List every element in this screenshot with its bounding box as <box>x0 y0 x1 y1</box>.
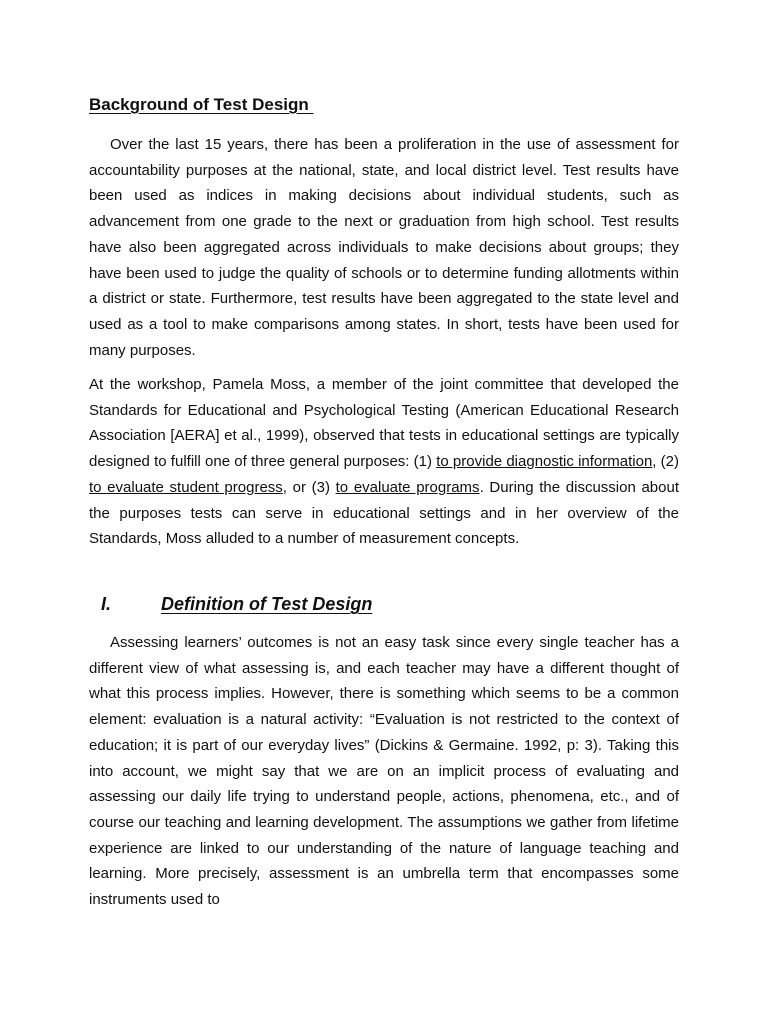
paragraph-workshop <box>89 372 679 552</box>
paragraph-workshop-text-1: At the workshop, Pamela Moss, a member of the joint committee that developed the Standards for Educational and Psychological Testing (American Educational Research Association [AERA] et al., 1999), observed that tests in educational settings are typically designed to fulfill one of three general purposes: (1) <box>89 376 679 471</box>
purpose-diagnostic: to provide diagnostic information <box>436 453 653 471</box>
section-heading-definition <box>101 594 372 615</box>
section-title: Definition of Test Design <box>161 594 373 614</box>
section-heading-background: Background of Test Design <box>89 95 314 114</box>
paragraph-workshop-text-2: , (2) <box>652 453 680 471</box>
paragraph-accountability: Over the last 15 years, there has been a proliferation in the use of assessment for accountability purposes at the national, state, and local district level. Test results have been used as indices in making decisions about individual students, such as advancement from one grade to the next or graduation from high school. Test results have also been aggregated across individuals to make decisions about groups; they have been used to judge the quality of schools or to determine funding allotments within a district or state. Furthermore, test results have been aggregated to the state level and used as a tool to make comparisons among states. In short, tests have been used for many purposes. <box>89 136 679 359</box>
section-number: I. <box>101 594 112 614</box>
paragraph-workshop-text-4: . During the discussion about the purposes tests can serve in educational settings and in her overview of the Standards, Moss alluded to a number of measurement concepts. <box>89 478 680 548</box>
purpose-student-progress: to evaluate student progress <box>89 478 283 496</box>
paragraph-assessing: Assessing learners’ outcomes is not an easy task since every single teacher has a different view of what assessing is, and each teacher may have a different thought of what this process implies. However, there is something which seems to be a common element: evaluation is a natural activity: “Evaluation is not restricted to the context of education; it is part of our everyday lives” (Dickins & Germaine. 1992, p: 3). Taking this into account, we might say that we are on an implicit process of evaluating and assessing our daily life trying to understand people, actions, phenomena, etc., and of course our teaching and learning development. The assumptions we gather from lifetime experience are linked to our understanding of the nature of language teaching and learning. More precisely, assessment is an umbrella term that encompasses some instruments used to <box>89 634 679 909</box>
paragraph-workshop-text-3: , or (3) <box>282 478 336 496</box>
purpose-evaluate-programs: to evaluate programs <box>335 478 480 496</box>
